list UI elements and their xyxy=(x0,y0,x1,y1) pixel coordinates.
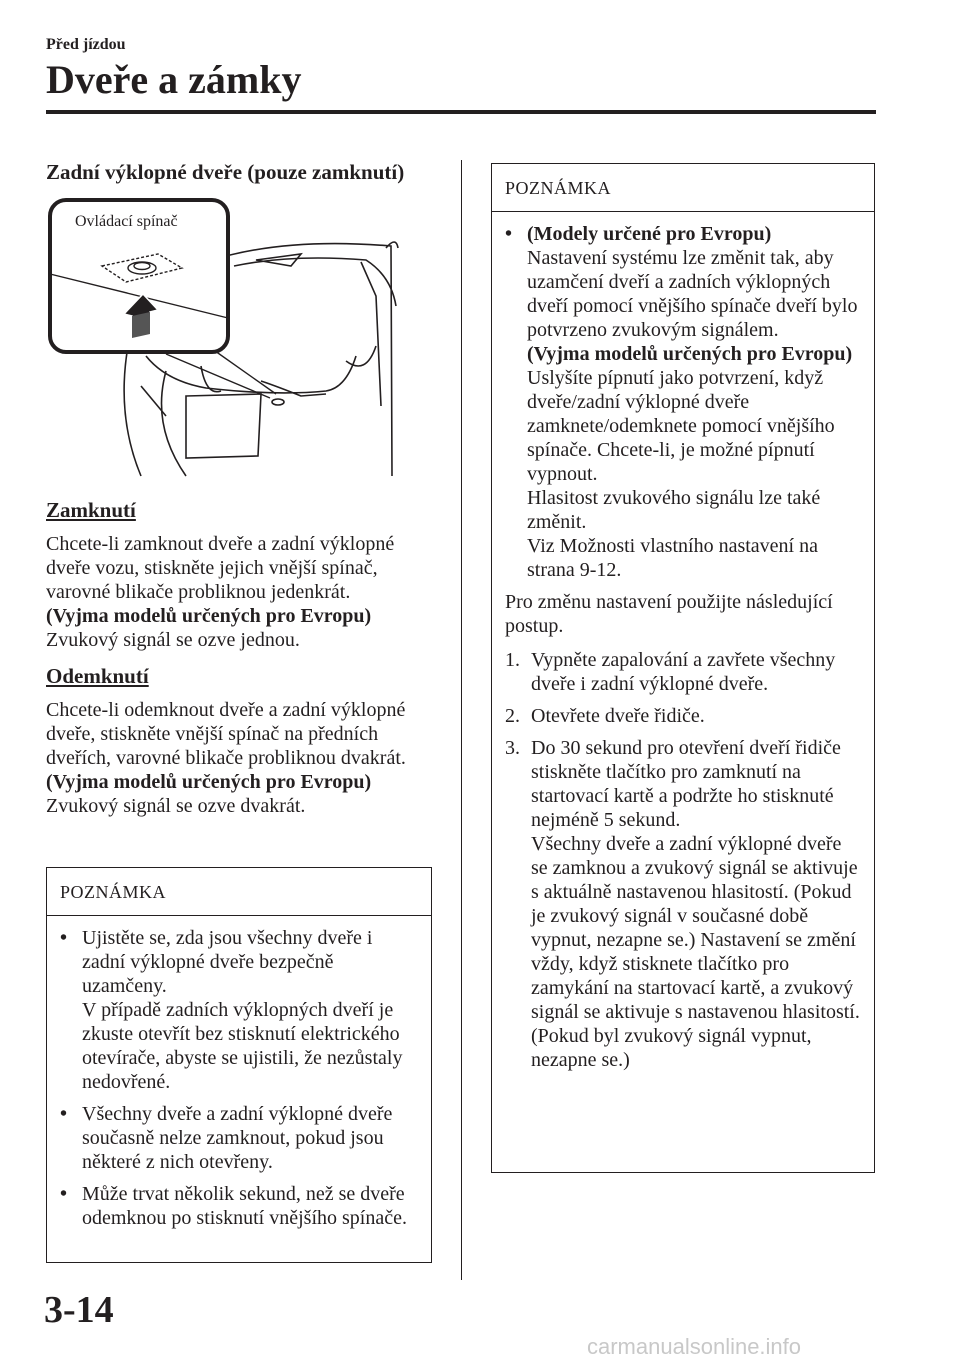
unlock-exception-body: Zvukový signál se ozve dvakrát. xyxy=(46,795,306,817)
lock-title: Zamknutí xyxy=(46,498,136,522)
list-item: • Ujistěte se, zda jsou všechny dveře i zadní výklopné dveře bezpečně uzamčeny. V případě zadních výklopných dveří je zkuste otevřít bez stisknutí elektrického otevírače, abyste se ujistili, že nezůstaly nedovřené. xyxy=(60,926,417,1094)
section-label: Před jízdou xyxy=(46,36,126,53)
title-rule xyxy=(46,110,876,114)
page-title: Dveře a zámky xyxy=(46,57,302,102)
non-eu-text: Hlasitost zvukového signálu lze také změnit. xyxy=(527,487,821,533)
non-eu-label: (Vyjma modelů určených pro Evropu) xyxy=(527,343,853,365)
watermark: carmanualsonline.info xyxy=(587,1334,802,1359)
tailgate-heading: Zadní výklopné dveře (pouze zamknutí) xyxy=(46,160,405,184)
lock-body: Chcete-li zamknout dveře a zadní výklopné dveře vozu, stiskněte jejich vnější spínač, varovné blikače probliknou jedenkrát. xyxy=(46,533,395,603)
note-text: Ujistěte se, zda jsou všechny dveře i zadní výklopné dveře bezpečně uzamčeny. xyxy=(82,927,373,997)
step-text: Do 30 sekund pro otevření dveří řidiče stiskněte tlačítko pro zamknutí na startovací kartě a podržte ho stisknuté nejméně 5 sekund. xyxy=(531,737,841,831)
lock-exception: (Vyjma modelů určených pro Evropu) xyxy=(46,605,372,627)
column-divider xyxy=(461,160,462,1280)
page-number: 3-14 xyxy=(44,1289,114,1331)
list-item xyxy=(505,648,860,696)
non-eu-text: Uslyšíte pípnutí jako potvrzení, když dveře/zadní výklopné dveře zamknete/odemknete pomocí vnějšího spínače. Chcete-li, je možné pípnutí vypnout. xyxy=(527,367,835,485)
step-text: Otevřete dveře řidiče. xyxy=(531,705,705,727)
note-text: V případě zadních výklopných dveří je zkuste otevřít bez stisknutí elektrického otevírače, abyste se ujistili, že nezůstaly nedovřené. xyxy=(82,999,403,1093)
unlock-exception: (Vyjma modelů určených pro Evropu) xyxy=(46,771,372,793)
step-number: 2. xyxy=(505,705,520,727)
left-note-box xyxy=(46,867,432,1263)
step-text: Všechny dveře a zadní výklopné dveře se zamknou a zvukový signál se aktivuje s aktuálně nastavenou hlasitostí. (Pokud je zvukový signál v současné době vypnut, nezapne se.) Nastavení se změní vždy, když stisknete tlačítko pro zamykání na startovací kartě, a zvukový signál se aktivuje s nastavenou hlasitostí. (Pokud byl zvukový signál vypnut, nezapne se.) xyxy=(531,833,860,1071)
list-item xyxy=(505,704,860,728)
non-eu-text: Viz Možnosti vlastního nastavení na strana 9-12. xyxy=(527,535,818,581)
right-note-box xyxy=(491,163,875,1173)
step-number: 3. xyxy=(505,737,520,759)
step-text: Vypněte zapalování a zavřete všechny dveře i zadní výklopné dveře. xyxy=(531,649,836,695)
left-column xyxy=(46,160,436,184)
right-note-label: POZNÁMKA xyxy=(492,164,874,212)
lock-exception-body: Zvukový signál se ozve jednou. xyxy=(46,629,300,651)
step-number: 1. xyxy=(505,649,520,671)
list-item: • Všechny dveře a zadní výklopné dveře současně nelze zamknout, pokud jsou některé z nich otevřeny. xyxy=(60,1102,417,1174)
left-note-label: POZNÁMKA xyxy=(47,868,431,916)
unlock-body: Chcete-li odemknout dveře a zadní výklopné dveře, stiskněte vnější spínač na předních dveřích, varovné blikače probliknou dvakrát. xyxy=(46,699,406,769)
list-item: • Může trvat několik sekund, než se dveře odemknou po stisknutí vnějšího spínače. xyxy=(60,1182,417,1230)
list-item xyxy=(505,736,860,1072)
note-text: Může trvat několik sekund, než se dveře odemknou po stisknutí vnějšího spínače. xyxy=(82,1183,407,1229)
eu-text: Nastavení systému lze změnit tak, aby uzamčení dveří a zadních výklopných dveří pomocí vnějšího spínače dveří bylo potvrzeno zvukovým signálem. xyxy=(527,247,858,341)
figure-callout-label: Ovládací spínač xyxy=(75,213,178,230)
procedure-intro: Pro změnu nastavení použijte následující postup. xyxy=(505,591,833,637)
list-item: • (Modely určené pro Evropu) Nastavení systému lze změnit tak, aby uzamčení dveří a zadních výklopných dveří pomocí vnějšího spínače dveří bylo potvrzeno zvukovým signálem. (Vyjma modelů určených pro Evropu) Uslyšíte pípnutí jako potvrzení, když dveře/zadní výklopné dveře zamknete/odemknete pomocí vnějšího spínače. Chcete-li, je možné pípnutí vypnout. Hlasitost zvukového signálu lze také změnit. Viz Možnosti vlastního nastavení na strana 9-12. xyxy=(505,222,860,582)
lock-section xyxy=(46,498,436,818)
note-text: Všechny dveře a zadní výklopné dveře současně nelze zamknout, pokud jsou některé z nich otevřeny. xyxy=(82,1103,393,1173)
unlock-title: Odemknutí xyxy=(46,664,149,688)
tailgate-illustration xyxy=(46,196,442,488)
eu-label: (Modely určené pro Evropu) xyxy=(527,223,772,245)
